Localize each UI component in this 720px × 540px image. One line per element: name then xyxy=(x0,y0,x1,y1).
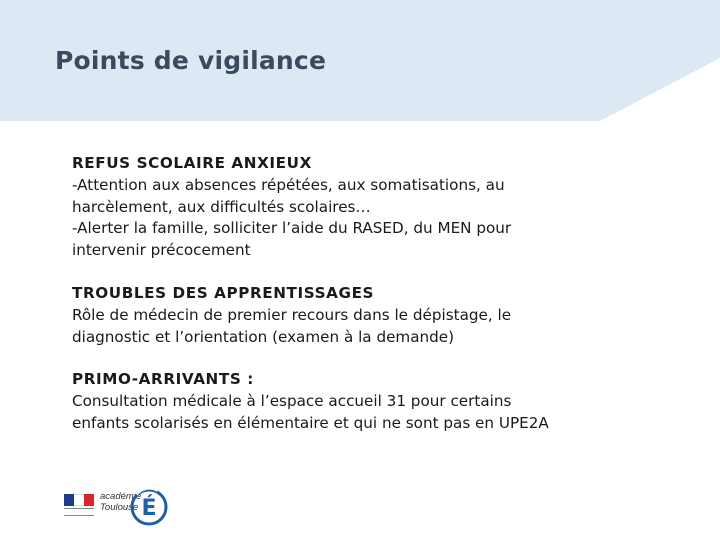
section-line: -Attention aux absences répétées, aux somatisations, au xyxy=(72,175,505,194)
republique-caption-mark xyxy=(64,508,94,516)
section-heading: PRIMO-ARRIVANTS : xyxy=(72,370,254,389)
section-primo-arrivants xyxy=(72,369,672,434)
section-refus-scolaire xyxy=(72,153,672,262)
slide-body xyxy=(72,153,672,456)
section-line: enfants scolarisés en élémentaire et qui ne sont pas en UPE2A xyxy=(72,413,549,432)
section-heading: REFUS SCOLAIRE ANXIEUX xyxy=(72,154,312,172)
section-line: diagnostic et l’orientation (examen à la demande) xyxy=(72,327,455,346)
section-line: intervenir précocement xyxy=(72,241,251,260)
section-line: Consultation médicale à l’espace accueil 31 pour certains xyxy=(72,392,512,411)
section-line: harcèlement, aux difficultés scolaires… xyxy=(72,197,371,216)
page-title: Points de vigilance xyxy=(55,46,327,75)
section-line: -Alerter la famille, solliciter l’aide du RASED, du MEN pour xyxy=(72,219,512,238)
logo-line-toulouse: Toulouse xyxy=(100,502,139,513)
logo-letter: É xyxy=(141,496,157,521)
section-troubles-apprentissages xyxy=(72,283,672,348)
section-heading: TROUBLES DES APPRENTISSAGES xyxy=(72,283,375,302)
logo-line-academie: académie xyxy=(100,491,142,502)
education-e-icon xyxy=(128,480,168,528)
section-line: Rôle de médecin de premier recours dans le dépistage, le xyxy=(72,305,512,324)
academie-toulouse-logo xyxy=(58,478,170,530)
